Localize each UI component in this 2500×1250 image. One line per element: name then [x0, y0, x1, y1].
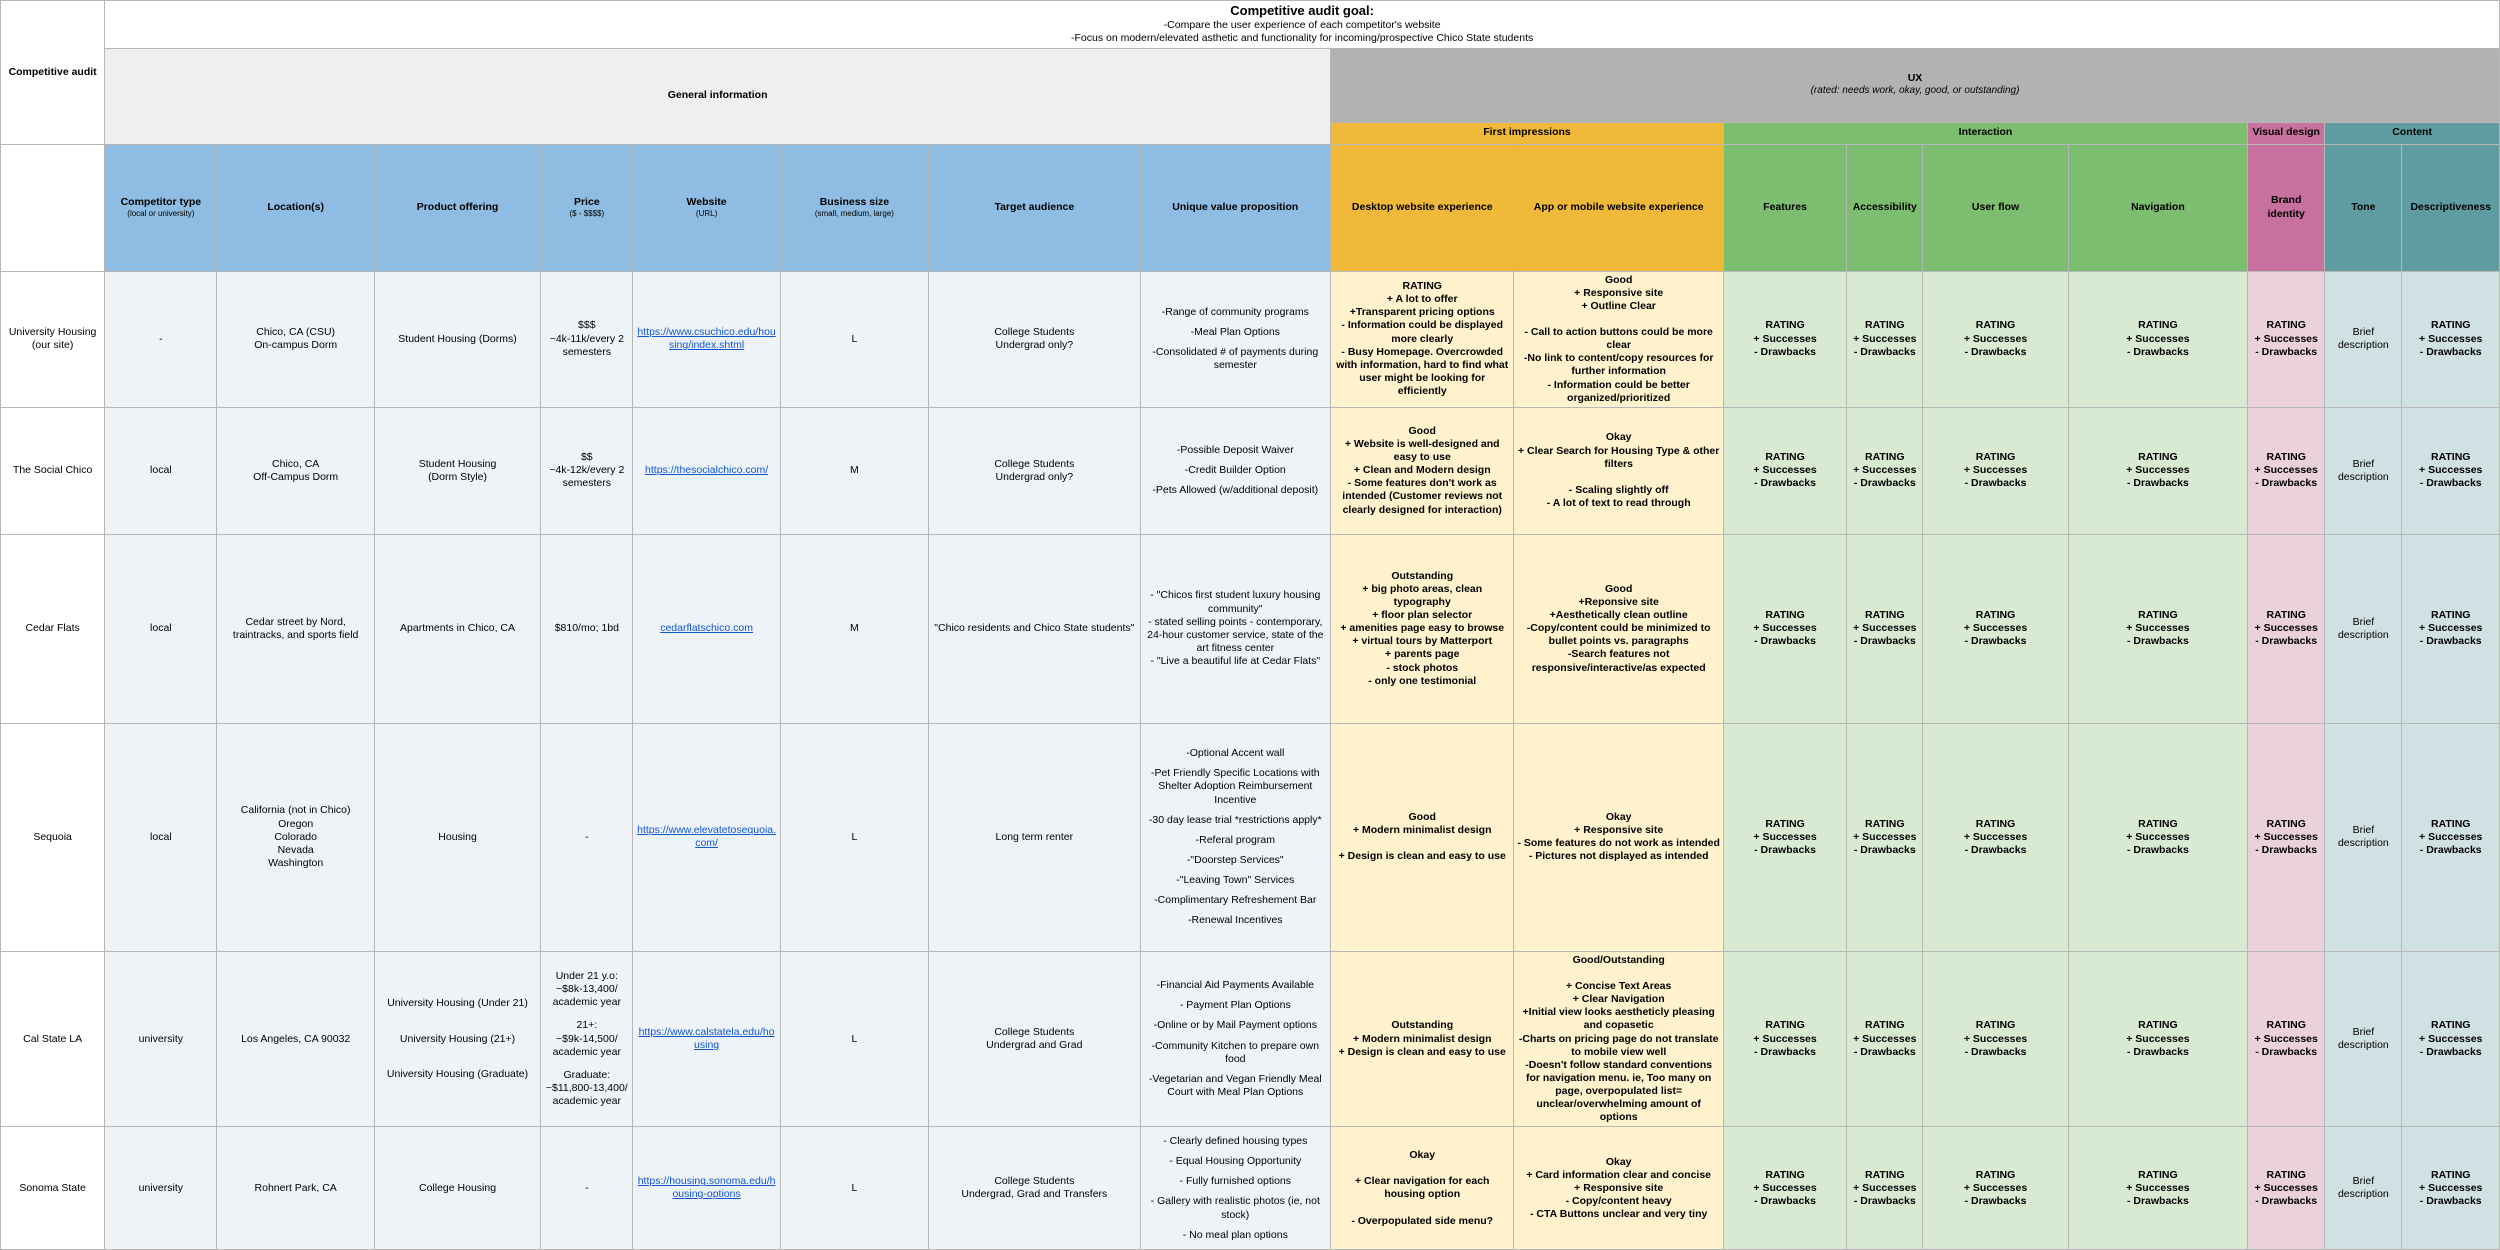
brand-identity-rating-cell[interactable]: RATING + Successes - Drawbacks	[2248, 534, 2325, 723]
col-header-product-offering[interactable]: Product offering	[374, 144, 540, 271]
descriptiveness-rating-cell[interactable]: RATING + Successes - Drawbacks	[2402, 951, 2500, 1127]
offering-item: Student Housing (Dorms)	[398, 332, 517, 345]
website-link[interactable]: https://www.calstatela.edu/housing	[638, 1025, 775, 1052]
features-rating-cell[interactable]: RATING + Successes - Drawbacks	[1723, 407, 1846, 534]
website-cell[interactable]	[633, 407, 780, 534]
uvp-item: -Meal Plan Options	[1190, 326, 1280, 338]
mobile-experience-cell[interactable]: Okay + Card information clear and concise + Responsive site - Copy/content heavy - CTA Buttons unclear and very tiny	[1514, 1127, 1723, 1250]
price-cell[interactable]	[541, 271, 633, 407]
accessibility-rating-cell[interactable]: RATING + Successes - Drawbacks	[1847, 271, 1923, 407]
location-cell[interactable]: Chico, CA (CSU) On-campus Dorm	[217, 271, 374, 407]
uvp-item: - Gallery with realistic photos (ie, not stock)	[1150, 1195, 1320, 1221]
descriptiveness-rating-cell[interactable]: RATING + Successes - Drawbacks	[2402, 534, 2500, 723]
uvp-item: -Optional Accent wall	[1186, 747, 1285, 760]
audit-goal-title: Competitive audit goal:	[1230, 3, 1374, 18]
col-header-price[interactable]	[541, 144, 633, 271]
website-cell[interactable]	[633, 951, 780, 1127]
business-size-cell[interactable]: L	[780, 951, 928, 1127]
accessibility-rating-cell[interactable]: RATING + Successes - Drawbacks	[1847, 723, 1923, 951]
audit-goal-line-2: -Focus on modern/elevated asthetic and functionality for incoming/prospective Chico State students	[1070, 32, 1534, 45]
website-link[interactable]: https://housing.sonoma.edu/housing-options	[637, 1175, 776, 1201]
user-flow-rating-cell[interactable]: RATING + Successes - Drawbacks	[1923, 723, 2068, 951]
desktop-experience-cell[interactable]: Good + Website is well-designed and easy to use + Clean and Modern design - Some features don't work as intended (Customer reviews not clearly designed for interaction)	[1331, 407, 1514, 534]
features-rating-cell[interactable]: RATING + Successes - Drawbacks	[1723, 534, 1846, 723]
competitor-type-cell[interactable]: -	[105, 271, 217, 407]
tone-cell[interactable]: Brief description	[2325, 407, 2402, 534]
brand-identity-rating-cell[interactable]: RATING + Successes - Drawbacks	[2248, 1127, 2325, 1250]
table-row	[1, 1127, 2500, 1250]
product-offering-cell[interactable]	[374, 1127, 540, 1250]
col-header-website[interactable]	[633, 144, 780, 271]
col-website-hint: (URL)	[695, 209, 718, 219]
uvp-item: - Payment Plan Options	[1179, 999, 1291, 1012]
col-header-brand-identity[interactable]: Brand identity	[2248, 144, 2325, 271]
mobile-experience-cell[interactable]: Good/Outstanding + Concise Text Areas + Clear Navigation +Initial view looks aestheticly pleasing and copasetic -Charts on pricing page do not translate to mobile view well -Doesn't follow standard conventions for navigation menu. ie, Too many on page, overpopulated list= unclear/overwhelming amount of options	[1514, 951, 1723, 1127]
offering-item: University Housing (Under 21)	[387, 997, 528, 1010]
navigation-rating-cell[interactable]: RATING + Successes - Drawbacks	[2068, 407, 2247, 534]
uvp-item: -30 day lease trial *restrictions apply*	[1148, 813, 1322, 826]
user-flow-rating-cell[interactable]: RATING + Successes - Drawbacks	[1923, 951, 2068, 1127]
offering-item: University Housing (21+)	[399, 1032, 516, 1045]
website-cell[interactable]	[633, 271, 780, 407]
target-audience-cell[interactable]: Long term renter	[929, 723, 1140, 951]
price-item: $$ ~4k-12k/every 2 semesters	[549, 451, 625, 490]
product-offering-cell[interactable]	[374, 271, 540, 407]
descriptiveness-rating-cell[interactable]: RATING + Successes - Drawbacks	[2402, 723, 2500, 951]
col-price-label: Price	[573, 195, 600, 208]
accessibility-rating-cell[interactable]: RATING + Successes - Drawbacks	[1847, 534, 1923, 723]
unique-value-proposition-cell[interactable]	[1140, 1127, 1330, 1250]
competitor-type-cell[interactable]: local	[105, 723, 217, 951]
general-information-header[interactable]: General information	[105, 48, 1331, 144]
competitor-name-cell[interactable]: Sequoia	[1, 723, 105, 951]
location-cell[interactable]: California (not in Chico) Oregon Colorado Nevada Washington	[217, 723, 374, 951]
col-website-label: Website	[686, 195, 727, 208]
unique-value-proposition-cell[interactable]	[1140, 534, 1330, 723]
col-size-hint: (small, medium, large)	[814, 209, 894, 219]
accessibility-rating-cell[interactable]: RATING + Successes - Drawbacks	[1847, 1127, 1923, 1250]
desktop-experience-cell[interactable]: Outstanding + Modern minimalist design + Design is clean and easy to use	[1331, 951, 1514, 1127]
first-impressions-header[interactable]: First impressions	[1331, 122, 1724, 144]
uvp-item: -"Leaving Town" Services	[1176, 874, 1295, 886]
target-audience-cell[interactable]: College Students Undergrad only?	[929, 407, 1140, 534]
unique-value-proposition-cell[interactable]	[1140, 951, 1330, 1127]
tone-cell[interactable]: Brief description	[2325, 723, 2402, 951]
uvp-item: -Pets Allowed (w/additional deposit)	[1152, 484, 1319, 497]
product-offering-cell[interactable]	[374, 534, 540, 723]
col-type-label: Competitor type	[120, 195, 202, 208]
accessibility-rating-cell[interactable]: RATING + Successes - Drawbacks	[1847, 951, 1923, 1127]
corner-title-cell[interactable]: Competitive audit	[1, 1, 105, 145]
mobile-experience-cell[interactable]: Good +Reponsive site +Aesthetically clean outline -Copy/content could be minimized to bullet points vs. paragraphs -Search features not responsive/interactive/as expected	[1514, 534, 1723, 723]
col-header-accessibility[interactable]: Accessibility	[1847, 144, 1923, 271]
user-flow-rating-cell[interactable]: RATING + Successes - Drawbacks	[1923, 1127, 2068, 1250]
business-size-cell[interactable]: L	[780, 723, 928, 951]
business-size-cell[interactable]: M	[780, 407, 928, 534]
price-item: Under 21 y.o: ~$8k-13,400/ academic year	[552, 970, 621, 1009]
features-rating-cell[interactable]: RATING + Successes - Drawbacks	[1723, 723, 1846, 951]
business-size-cell[interactable]: L	[780, 271, 928, 407]
offering-item: University Housing (Graduate)	[386, 1067, 529, 1080]
header-blank-cell[interactable]	[1, 144, 105, 271]
brand-identity-rating-cell[interactable]: RATING + Successes - Drawbacks	[2248, 951, 2325, 1127]
competitor-type-cell[interactable]: local	[105, 534, 217, 723]
ux-rating-scale: (rated: needs work, okay, good, or outstanding)	[1810, 85, 2020, 97]
competitor-name-cell[interactable]: Cal State LA	[1, 951, 105, 1127]
uvp-item: -Vegetarian and Vegan Friendly Meal Court with Meal Plan Options	[1148, 1072, 1322, 1098]
price-cell[interactable]	[541, 951, 633, 1127]
website-cell[interactable]	[633, 1127, 780, 1250]
uvp-item: -Community Kitchen to prepare own food	[1151, 1039, 1320, 1065]
uvp-item: - No meal plan options	[1182, 1228, 1288, 1241]
ux-title: UX	[1907, 72, 1923, 85]
unique-value-proposition-cell[interactable]	[1140, 407, 1330, 534]
uvp-item: -Possible Deposit Waiver	[1176, 444, 1294, 457]
offering-item: Student Housing (Dorm Style)	[418, 457, 497, 483]
col-header-desktop-experience[interactable]: Desktop website experience	[1331, 144, 1514, 271]
col-header-descriptiveness[interactable]: Descriptiveness	[2402, 144, 2500, 271]
uvp-item: - Clearly defined housing types	[1163, 1135, 1308, 1147]
price-cell[interactable]	[541, 723, 633, 951]
col-header-locations[interactable]: Location(s)	[217, 144, 374, 271]
audit-goal-cell[interactable]	[105, 1, 2500, 49]
navigation-rating-cell[interactable]: RATING + Successes - Drawbacks	[2068, 723, 2247, 951]
table-row	[1, 534, 2500, 723]
features-rating-cell[interactable]: RATING + Successes - Drawbacks	[1723, 1127, 1846, 1250]
user-flow-rating-cell[interactable]: RATING + Successes - Drawbacks	[1923, 534, 2068, 723]
price-item: Graduate: ~$11,800-13,400/ academic year	[545, 1068, 628, 1107]
navigation-rating-cell[interactable]: RATING + Successes - Drawbacks	[2068, 534, 2247, 723]
audit-goal-line-1: -Compare the user experience of each competitor's website	[1163, 19, 1441, 32]
col-header-unique-value-proposition[interactable]: Unique value proposition	[1140, 144, 1330, 271]
uvp-item: -Renewal Incentives	[1188, 914, 1283, 927]
descriptiveness-rating-cell[interactable]: RATING + Successes - Drawbacks	[2402, 1127, 2500, 1250]
price-item: $810/mo; 1bd	[554, 622, 619, 635]
accessibility-rating-cell[interactable]: RATING + Successes - Drawbacks	[1847, 407, 1923, 534]
user-flow-rating-cell[interactable]: RATING + Successes - Drawbacks	[1923, 407, 2068, 534]
price-cell[interactable]	[541, 407, 633, 534]
competitor-name-cell[interactable]: The Social Chico	[1, 407, 105, 534]
mobile-experience-cell[interactable]: Okay + Clear Search for Housing Type & other filters - Scaling slightly off - A lot of text to read through	[1514, 407, 1723, 534]
col-header-competitor-type[interactable]	[105, 144, 217, 271]
price-item: 21+: ~$9k-14,500/ academic year	[552, 1019, 621, 1058]
tone-cell[interactable]: Brief description	[2325, 534, 2402, 723]
col-header-tone[interactable]: Tone	[2325, 144, 2402, 271]
col-header-user-flow[interactable]: User flow	[1923, 144, 2068, 271]
uvp-item: -Consolidated # of payments during semester	[1152, 346, 1319, 372]
col-header-features[interactable]: Features	[1723, 144, 1846, 271]
location-cell[interactable]: Rohnert Park, CA	[217, 1127, 374, 1250]
table-row	[1, 407, 2500, 534]
mobile-experience-cell[interactable]: Good + Responsive site + Outline Clear - Call to action buttons could be more clear -No link to content/copy resources for further information - Information could be better organized/prioritized	[1514, 271, 1723, 407]
price-cell[interactable]	[541, 1127, 633, 1250]
uvp-item: -Range of community programs	[1161, 305, 1309, 318]
user-flow-rating-cell[interactable]: RATING + Successes - Drawbacks	[1923, 271, 2068, 407]
uvp-item: -Credit Builder Option	[1184, 464, 1286, 477]
content-header[interactable]: Content	[2325, 122, 2500, 144]
competitor-type-cell[interactable]: university	[105, 1127, 217, 1250]
features-rating-cell[interactable]: RATING + Successes - Drawbacks	[1723, 271, 1846, 407]
website-link[interactable]: cedarflatschico.com	[660, 622, 753, 635]
navigation-rating-cell[interactable]: RATING + Successes - Drawbacks	[2068, 951, 2247, 1127]
product-offering-cell[interactable]	[374, 951, 540, 1127]
desktop-experience-cell[interactable]: Outstanding + big photo areas, clean typography + floor plan selector + amenities page easy to browse + virtual tours by Matterport + parents page - stock photos - only one testimonial	[1331, 534, 1514, 723]
price-item: -	[585, 830, 589, 843]
col-header-target-audience[interactable]: Target audience	[929, 144, 1140, 271]
desktop-experience-cell[interactable]: RATING + A lot to offer +Transparent pricing options - Information could be displayed more clearly - Busy Homepage. Overcrowded with information, hard to find what user might be looking for efficiently	[1331, 271, 1514, 407]
brand-identity-rating-cell[interactable]: RATING + Successes - Drawbacks	[2248, 271, 2325, 407]
competitor-type-cell[interactable]: local	[105, 407, 217, 534]
brand-identity-rating-cell[interactable]: RATING + Successes - Drawbacks	[2248, 407, 2325, 534]
uvp-item: -Complimentary Refreshement Bar	[1154, 894, 1317, 907]
business-size-cell[interactable]: L	[780, 1127, 928, 1250]
uvp-item: -Financial Aid Payments Available	[1156, 979, 1314, 992]
website-cell[interactable]	[633, 723, 780, 951]
col-header-business-size[interactable]	[780, 144, 928, 271]
uvp-item: -"Doorstep Services"	[1186, 853, 1284, 866]
col-header-mobile-experience[interactable]: App or mobile website experience	[1514, 144, 1723, 271]
col-type-hint: (local or university)	[127, 209, 195, 219]
tone-cell[interactable]: Brief description	[2325, 951, 2402, 1127]
website-cell[interactable]	[633, 534, 780, 723]
unique-value-proposition-cell[interactable]	[1140, 271, 1330, 407]
uvp-item: -Online or by Mail Payment options	[1153, 1019, 1317, 1032]
uvp-item: - "Chicos first student luxury housing community" - stated selling points - contemporary, 24-hour customer service, state of the art fitness center - "Live a beautiful life at Cedar Flats"	[1147, 589, 1324, 667]
descriptiveness-rating-cell[interactable]: RATING + Successes - Drawbacks	[2402, 271, 2500, 407]
col-size-label: Business size	[819, 195, 890, 208]
mobile-experience-cell[interactable]: Okay + Responsive site - Some features do not work as intended - Pictures not displayed as intended	[1514, 723, 1723, 951]
price-item: $$$ ~4k-11k/every 2 semesters	[549, 319, 624, 358]
uvp-item: -Referal program	[1195, 833, 1275, 846]
navigation-rating-cell[interactable]: RATING + Successes - Drawbacks	[2068, 271, 2247, 407]
desktop-experience-cell[interactable]: Okay + Clear navigation for each housing option - Overpopulated side menu?	[1331, 1127, 1514, 1250]
interaction-header[interactable]: Interaction	[1723, 122, 2247, 144]
col-header-navigation[interactable]: Navigation	[2068, 144, 2247, 271]
navigation-rating-cell[interactable]: RATING + Successes - Drawbacks	[2068, 1127, 2247, 1250]
uvp-item: - Equal Housing Opportunity	[1169, 1155, 1302, 1168]
uvp-item: -Pet Friendly Specific Locations with Shelter Adoption Reimbursement Incentive	[1150, 767, 1320, 806]
col-price-hint: ($ - $$$$)	[569, 209, 605, 219]
competitor-name-cell[interactable]: University Housing (our site)	[1, 271, 105, 407]
product-offering-cell[interactable]	[374, 407, 540, 534]
table-row	[1, 723, 2500, 951]
competitor-name-cell[interactable]: Sonoma State	[1, 1127, 105, 1250]
competitor-type-cell[interactable]: university	[105, 951, 217, 1127]
table-row	[1, 951, 2500, 1127]
target-audience-cell[interactable]: College Students Undergrad, Grad and Transfers	[929, 1127, 1140, 1250]
tone-cell[interactable]: Brief description	[2325, 271, 2402, 407]
offering-item: Apartments in Chico, CA	[400, 622, 516, 635]
descriptiveness-rating-cell[interactable]: RATING + Successes - Drawbacks	[2402, 407, 2500, 534]
target-audience-cell[interactable]: College Students Undergrad and Grad	[929, 951, 1140, 1127]
tone-cell[interactable]: Brief description	[2325, 1127, 2402, 1250]
business-size-cell[interactable]: M	[780, 534, 928, 723]
offering-item: Housing	[438, 830, 477, 843]
website-link[interactable]: https://thesocialchico.com/	[645, 464, 769, 477]
price-item: -	[585, 1181, 589, 1194]
target-audience-cell[interactable]: College Students Undergrad only?	[929, 271, 1140, 407]
table-row	[1, 271, 2500, 407]
location-cell[interactable]: Los Angeles, CA 90032	[217, 951, 374, 1127]
brand-identity-rating-cell[interactable]: RATING + Successes - Drawbacks	[2248, 723, 2325, 951]
desktop-experience-cell[interactable]: Good + Modern minimalist design + Design is clean and easy to use	[1331, 723, 1514, 951]
visual-design-header[interactable]: Visual design	[2248, 122, 2325, 144]
ux-header[interactable]	[1331, 48, 2500, 122]
product-offering-cell[interactable]	[374, 723, 540, 951]
website-link[interactable]: https://www.elevatetosequoia.com/	[637, 824, 777, 850]
price-cell[interactable]	[541, 534, 633, 723]
competitor-name-cell[interactable]: Cedar Flats	[1, 534, 105, 723]
location-cell[interactable]: Chico, CA Off-Campus Dorm	[217, 407, 374, 534]
unique-value-proposition-cell[interactable]	[1140, 723, 1330, 951]
target-audience-cell[interactable]: "Chico residents and Chico State students"	[929, 534, 1140, 723]
features-rating-cell[interactable]: RATING + Successes - Drawbacks	[1723, 951, 1846, 1127]
uvp-item: - Fully furnished options	[1179, 1175, 1292, 1188]
website-link[interactable]: https://www.csuchico.edu/housing/index.shtml	[637, 326, 776, 352]
offering-item: College Housing	[419, 1181, 497, 1194]
location-cell[interactable]: Cedar street by Nord, traintracks, and sports field	[217, 534, 374, 723]
